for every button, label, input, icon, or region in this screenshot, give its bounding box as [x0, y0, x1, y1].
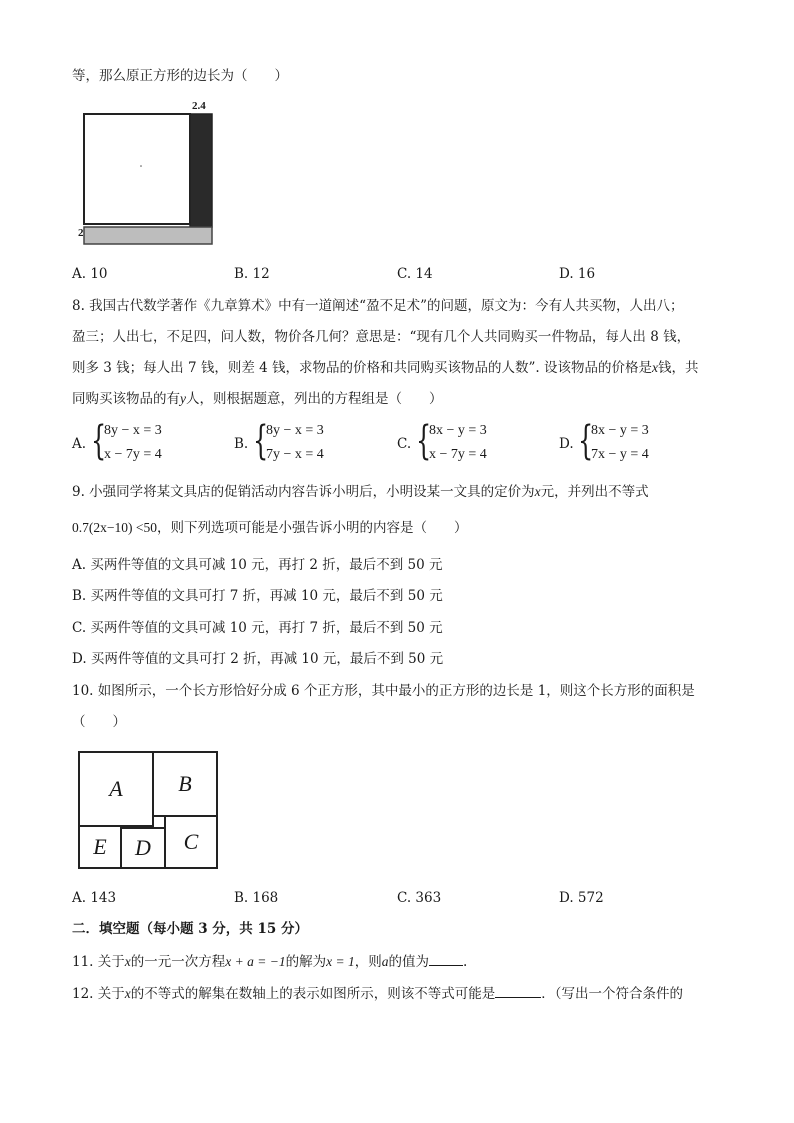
q8-option-b-eq1: 8y − x = 3	[266, 423, 324, 438]
q11-mid3: ，则	[354, 954, 382, 970]
q7-label-top: 2.4	[192, 100, 206, 112]
q12-line	[72, 983, 683, 1004]
q11-tail: 的值为	[388, 954, 429, 970]
q12-var-x: x	[124, 986, 131, 1001]
q11-solution: x = 1	[326, 954, 355, 969]
q9-option-b[interactable]: B. 买两件等值的文具可打 7 折，再减 10 元，最后不到 50 元	[72, 588, 443, 604]
q8-line-2: 盈三；人出七，不足四，问人数，物价各几何？意思是：“现有几个人共同购买一件物品，每人出 8 钱，	[72, 329, 691, 345]
q8-option-b-eq2: 7y − x = 4	[266, 447, 324, 462]
section-2-title: 二．填空题（每小题 3 分，共 15 分）	[72, 921, 308, 937]
q8-option-d-letter[interactable]: D.	[559, 436, 574, 452]
q8-option-c-letter[interactable]: C.	[397, 436, 412, 452]
q7-square-diagram	[78, 100, 218, 250]
q8-var-y: y	[180, 391, 186, 406]
q10-square-b: B	[152, 751, 218, 817]
q8-option-c-eq1: 8x − y = 3	[429, 423, 487, 438]
q8-line-3-tail: 钱，共	[658, 360, 699, 376]
q10-line-2: （ ）	[72, 714, 126, 730]
q8-line-3	[72, 358, 699, 378]
q7-option-b[interactable]: B. 12	[234, 266, 270, 282]
q7-option-c[interactable]: C. 14	[397, 266, 433, 282]
q10-line-1: 10. 如图所示，一个长方形恰好分成 6 个正方形，其中最小的正方形的边长是 1，则这个长方形的面积是	[72, 683, 695, 699]
q9-inequality: 0.7(2x−10) <50	[72, 520, 157, 535]
q11-prefix: 11. 关于	[72, 954, 125, 970]
q8-option-a-letter[interactable]: A.	[72, 436, 87, 452]
brace-icon: {	[253, 418, 269, 464]
q10-rectangle-figure	[78, 751, 220, 871]
q9-line-2	[72, 518, 467, 538]
q9-option-c[interactable]: C. 买两件等值的文具可减 10 元，再打 7 折，最后不到 50 元	[72, 620, 443, 636]
brace-icon: {	[578, 418, 594, 464]
q11-line	[72, 951, 467, 972]
q8-line-1: 8. 我国古代数学著作《九章算术》中有一道阐述“盈不足术”的问题，原文为：今有人共买物，人出八；	[72, 298, 684, 314]
q8-option-a-eq1: 8y − x = 3	[104, 423, 162, 438]
q12-answer-blank[interactable]	[495, 983, 541, 998]
q8-line-4-text: 同购买该物品的有	[72, 391, 180, 407]
q11-var-a: a	[381, 954, 389, 969]
q8-line-4	[72, 389, 443, 409]
q9-line-1	[72, 482, 649, 502]
q11-answer-blank[interactable]	[429, 951, 463, 966]
q8-option-a-eq2: x − 7y = 4	[104, 447, 162, 462]
q12-mid: 的不等式的解集在数轴上的表示如图所示，则该不等式可能是	[130, 986, 496, 1002]
q8-option-d-eq2: 7x − y = 4	[591, 447, 649, 462]
q9-line-1-tail: 元，并列出不等式	[540, 484, 649, 500]
q8-line-3-text: 则多 3 钱；每人出 7 钱，则差 4 钱，求物品的价格和共同购买该物品的人数”. 设该物品的价格是	[72, 360, 652, 376]
q10-option-a[interactable]: A. 143	[72, 890, 117, 906]
q10-option-c[interactable]: C. 363	[397, 890, 442, 906]
q9-option-a[interactable]: A. 买两件等值的文具可减 10 元，再打 2 折，最后不到 50 元	[72, 557, 443, 573]
q7-square-figure	[78, 100, 218, 250]
q11-var-x: x	[124, 954, 131, 969]
q9-option-d[interactable]: D. 买两件等值的文具可打 2 折，再减 10 元，最后不到 50 元	[72, 651, 444, 667]
q9-line-2-tail: ，则下列选项可能是小强告诉小明的内容是（ ）	[156, 520, 468, 536]
q10-square-e: E	[78, 825, 122, 869]
q7-label-bottom: 2	[78, 227, 84, 239]
q10-square-d: D	[120, 827, 166, 869]
brace-icon: {	[416, 418, 432, 464]
q10-square-c: C	[164, 815, 218, 869]
q10-square-a: A	[78, 751, 154, 827]
q7-text: 等，那么原正方形的边长为（ ）	[72, 68, 288, 84]
q8-var-x: x	[652, 360, 658, 375]
q8-option-d-eq1: 8x − y = 3	[591, 423, 649, 438]
q7-option-d[interactable]: D. 16	[559, 266, 596, 282]
q8-option-c-eq2: x − 7y = 4	[429, 447, 487, 462]
q11-mid1: 的一元一次方程	[130, 954, 226, 970]
q8-line-4-tail: 人，则根据题意，列出的方程组是（ ）	[186, 391, 443, 407]
q12-tail: ．（写出一个符合条件的	[541, 986, 684, 1002]
q11-end: .	[462, 954, 468, 970]
q11-mid2: 的解为	[285, 954, 327, 970]
q7-option-a[interactable]: A. 10	[72, 266, 108, 282]
q9-var-x: x	[534, 484, 541, 499]
brace-icon: {	[91, 418, 107, 464]
q11-equation: x + a = −1	[225, 954, 286, 969]
q9-line-1-text: 9. 小强同学将某文具店的促销活动内容告诉小明后，小明设某一文具的定价为	[72, 484, 535, 500]
q8-option-b-letter[interactable]: B.	[234, 436, 249, 452]
q10-option-b[interactable]: B. 168	[234, 890, 279, 906]
q12-prefix: 12. 关于	[72, 986, 125, 1002]
q10-option-d[interactable]: D. 572	[559, 890, 604, 906]
